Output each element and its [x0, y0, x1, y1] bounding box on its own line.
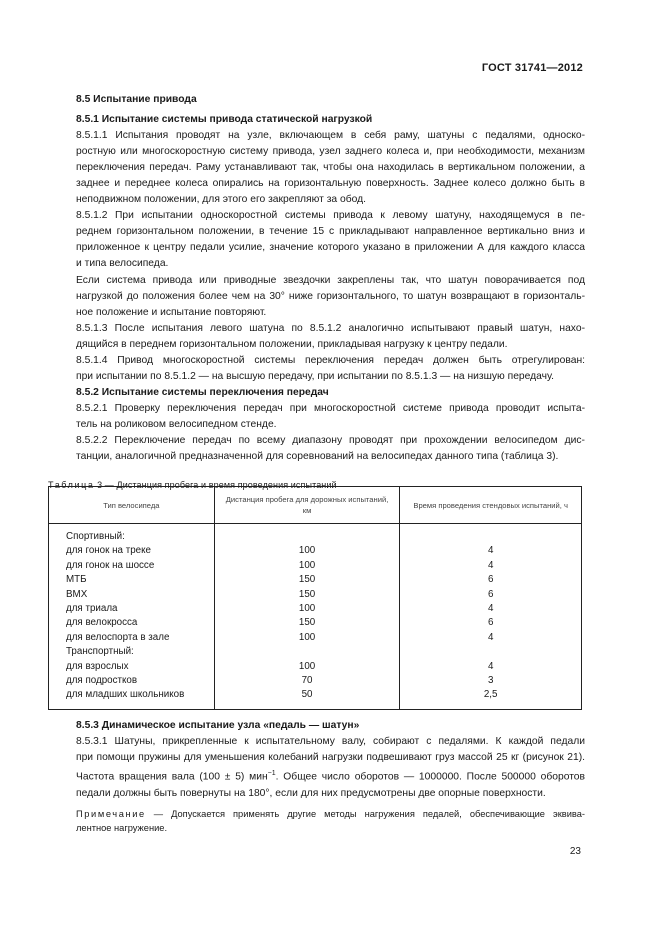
text-line: приложенное к центру педали усилие, значение которого указано в приложении А для каждого класса	[76, 242, 585, 254]
text-line: 8.5.1.1 Испытания проводят на узле, включающем в себя раму, шатуны с педалями, односко-	[76, 130, 585, 142]
text-line: 8.5.3.1 Шатуны, прикрепленные к испытательному валу, собирают с педалями. К каждой педали	[76, 736, 585, 748]
text-line: педали должны быть повернуты на 180°, если для них предусмотрены две опорные поверхности.	[76, 787, 546, 799]
time-cell: 4	[400, 544, 582, 558]
bicycle-type-cell: для взрослых	[49, 660, 215, 674]
section-8-5-3-title: 8.5.3 Динамическое испытание узла «педаль — шатун»	[76, 720, 360, 731]
table-caption-text: 3 — Дистанция пробега и время проведения испытаний	[94, 480, 337, 491]
table-row	[49, 588, 582, 602]
distance-cell: 150	[214, 616, 400, 630]
table-row	[49, 645, 582, 659]
bicycle-type-cell: для велоспорта в зале	[49, 631, 215, 645]
column-header: Тип велосипеда	[49, 487, 215, 524]
bicycle-type-cell: BMX	[49, 588, 215, 602]
table-row	[49, 688, 582, 709]
text-line	[76, 766, 585, 785]
page-number: 23	[569, 846, 581, 857]
text-line: при испытании по 8.5.1.2 — на высшую передачу, при испытании по 8.5.1.3 — на низшую передачу.	[76, 370, 555, 382]
time-cell: 6	[400, 588, 582, 602]
note-label: Примечание	[76, 808, 146, 819]
table-row	[49, 616, 582, 630]
time-cell: 4	[400, 631, 582, 645]
table-row	[49, 524, 582, 545]
time-cell: 6	[400, 616, 582, 630]
column-header: Дистанция пробега для дорожных испытаний, км	[214, 487, 400, 524]
table-caption-label: Таблица	[48, 480, 95, 491]
table-row	[49, 631, 582, 645]
time-cell: 4	[400, 602, 582, 616]
superscript: −1	[267, 770, 276, 778]
text-line: переключения передач. Раму устанавливают так, чтобы она находилась в вертикальном положении, а	[76, 162, 585, 174]
distance-cell	[214, 645, 400, 659]
bicycle-type-cell: Спортивный:	[49, 524, 215, 545]
text-fragment: Частота вращения вала (100 ± 5) мин	[76, 771, 268, 783]
distance-cell	[214, 524, 400, 545]
standard-number: ГОСТ 31741—2012	[481, 62, 583, 74]
column-header: Время проведения стендовых испытаний, ч	[400, 487, 582, 524]
bicycle-type-cell: для триала	[49, 602, 215, 616]
paragraph-rotation	[76, 273, 585, 321]
distance-cell: 150	[214, 588, 400, 602]
bicycle-type-cell: МТБ	[49, 573, 215, 587]
paragraph-8-5-1-1	[76, 128, 585, 208]
paragraph-8-5-2-2	[76, 433, 585, 465]
distance-cell: 100	[214, 631, 400, 645]
text-line: 8.5.2.1 Проверку переключения передач при многоскоростной системе привода проводит испыта-	[76, 402, 585, 414]
test-distance-table	[48, 486, 582, 710]
table-row	[49, 660, 582, 674]
table-row	[49, 602, 582, 616]
time-cell: 6	[400, 573, 582, 587]
distance-cell: 70	[214, 674, 400, 688]
text-line: 8.5.1.4 Привод многоскоростной системы переключения передач должен быть отрегулирован:	[76, 354, 585, 366]
bicycle-type-cell: для гонок на треке	[49, 544, 215, 558]
distance-cell: 150	[214, 573, 400, 587]
text-line: дящийся в переднем горизонтальном положении, прикладывая нагрузку к центру педали.	[76, 338, 508, 350]
text-line: Если система привода или приводные звездочки закреплены так, что шатун поворачивается под	[76, 274, 585, 286]
paragraph-8-5-3-1	[76, 734, 585, 802]
bicycle-type-cell: Транспортный:	[49, 645, 215, 659]
distance-cell: 50	[214, 688, 400, 709]
paragraph-8-5-1-2	[76, 208, 585, 272]
text-fragment: . Общее число оборотов — 1000000. После 500000 оборотов	[275, 771, 585, 783]
distance-cell: 100	[214, 544, 400, 558]
table-row	[49, 573, 582, 587]
text-line: танции, аналогичной предназначенной для соревнований на велосипедах данного типа (таблица 3).	[76, 451, 559, 463]
bicycle-type-cell: для младших школьников	[49, 688, 215, 709]
bicycle-type-cell: для гонок на шоссе	[49, 559, 215, 573]
paragraph-8-5-1-4	[76, 353, 585, 385]
text-line: нагрузкой до положения более чем на 30° ниже горизонтального, то шатун возвращают в горизонталь-	[76, 290, 585, 302]
text-line: и типа велосипеда.	[76, 258, 169, 270]
text-line: тель на роликовом велосипедном стенде.	[76, 418, 277, 430]
distance-cell: 100	[214, 602, 400, 616]
time-cell: 4	[400, 660, 582, 674]
section-8-5-2-title: 8.5.2 Испытание системы переключения передач	[76, 386, 329, 398]
note	[76, 807, 585, 836]
table-row	[49, 674, 582, 688]
paragraph-8-5-2-1	[76, 401, 585, 433]
table-header-row	[49, 487, 582, 524]
text-line: 8.5.1.2 При испытании односкоростной системы привода к левому шатуну, находящемуся в пе-	[76, 210, 585, 222]
table-row	[49, 544, 582, 558]
note-text: — Допускается применять другие методы нагружения педалей, обеспечивающие эквива-	[145, 808, 585, 819]
text-line: неподвижном положении, для этого его закрепляют за обод.	[76, 194, 367, 206]
document-body-lower	[76, 718, 585, 836]
time-cell	[400, 645, 582, 659]
time-cell: 3	[400, 674, 582, 688]
bicycle-type-cell: для велокросса	[49, 616, 215, 630]
text-line: реднем горизонтальном положении, в течение 15 с прикладывают направленное вертикально вниз и	[76, 226, 585, 238]
paragraph-8-5-1-3	[76, 321, 585, 353]
text-line: при помощи пружины для уменьшения колебаний нагрузки подвешивают груз массой 25 кг (рисунок 21).	[76, 752, 585, 764]
table-row	[49, 559, 582, 573]
distance-cell: 100	[214, 660, 400, 674]
document-body	[48, 92, 585, 493]
time-cell: 2,5	[400, 688, 582, 709]
note-line	[76, 807, 585, 822]
bicycle-type-cell: для подростков	[49, 674, 215, 688]
note-line: лентное нагружение.	[76, 823, 168, 834]
text-line: 8.5.2.2 Переключение передач по всему диапазону проводят при прохождении велосипедом дис-	[76, 434, 585, 446]
text-line: заднее и переднее колеса опирались на горизонтальную поверхность. Заднее колесо должно быть в	[76, 178, 585, 190]
text-line: ное положение и испытание повторяют.	[76, 306, 267, 318]
time-cell: 4	[400, 559, 582, 573]
distance-cell: 100	[214, 559, 400, 573]
section-8-5-1-title: 8.5.1 Испытание системы привода статической нагрузкой	[76, 114, 373, 126]
text-line: 8.5.1.3 После испытания левого шатуна по 8.5.1.2 аналогично испытывают правый шатун, нахо-	[76, 322, 585, 334]
text-line: ростную или многоскоростную систему привода, узел заднего колеса и, при необходимости, механизм	[76, 146, 585, 158]
time-cell	[400, 524, 582, 545]
section-8-5-title: 8.5 Испытание привода	[76, 94, 197, 105]
